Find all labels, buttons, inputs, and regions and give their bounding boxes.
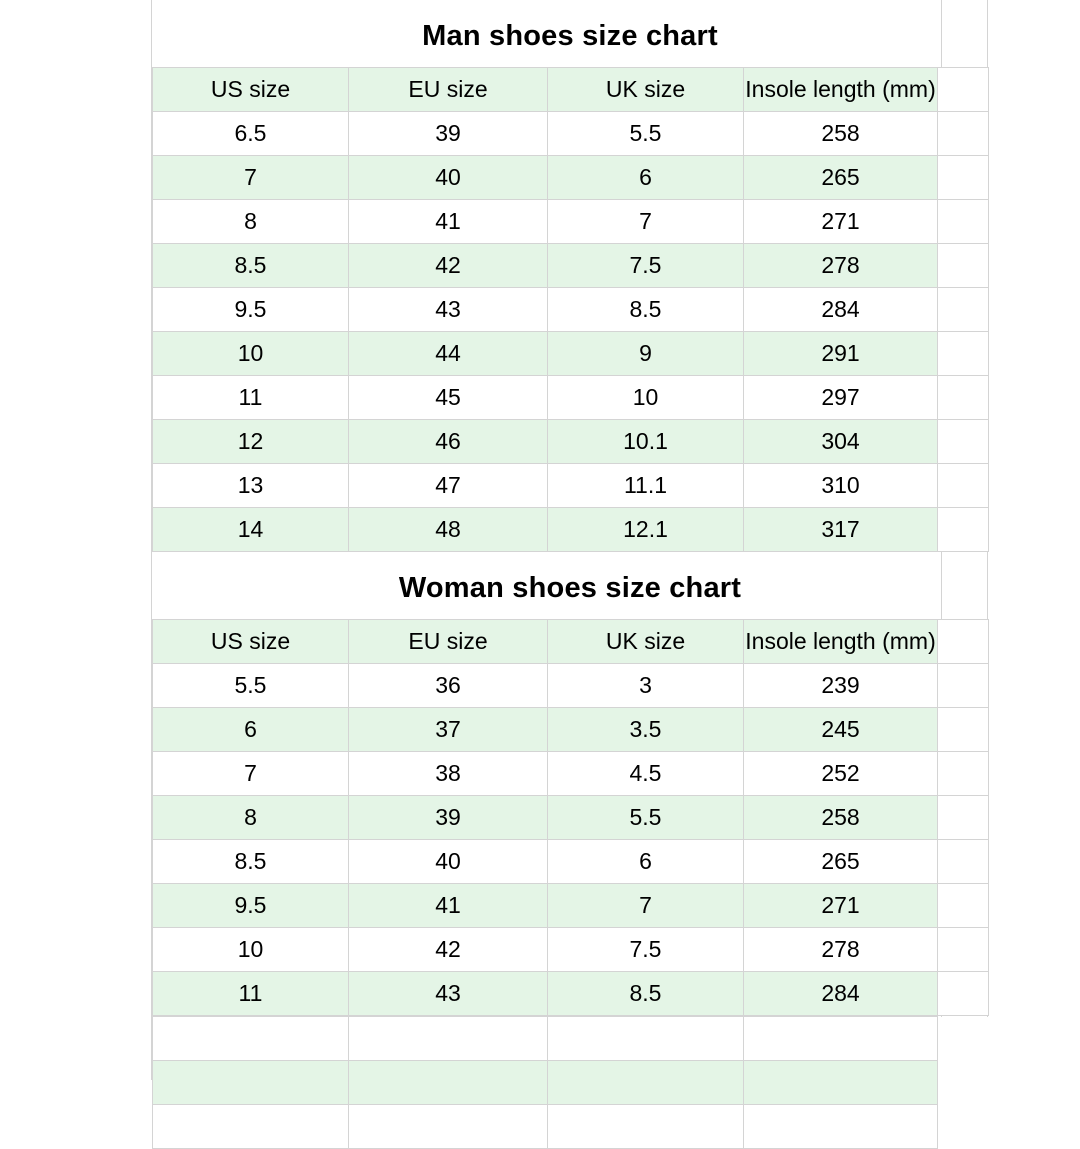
- cell-spacer: [938, 972, 989, 1016]
- cell-eu: 42: [349, 244, 548, 288]
- cell-eu: 41: [349, 884, 548, 928]
- column-header-spacer: [938, 68, 989, 112]
- cell-us: 13: [153, 464, 349, 508]
- cell-us: 10: [153, 928, 349, 972]
- cell-spacer: [938, 708, 989, 752]
- cell-spacer: [938, 840, 989, 884]
- cell-insole: 239: [744, 664, 938, 708]
- cell-eu: 48: [349, 508, 548, 552]
- cell-insole: 278: [744, 244, 938, 288]
- cell-uk: 3: [548, 664, 744, 708]
- cell-spacer: [938, 332, 989, 376]
- cell-insole: 258: [744, 112, 938, 156]
- table-row: [153, 796, 989, 840]
- empty-cell: [153, 1105, 349, 1149]
- cell-us: 8: [153, 796, 349, 840]
- empty-cell: [349, 1017, 548, 1061]
- column-header-eu: EU size: [349, 620, 548, 664]
- cell-eu: 47: [349, 464, 548, 508]
- cell-uk: 6: [548, 840, 744, 884]
- cell-uk: 7: [548, 884, 744, 928]
- empty-cell: [548, 1061, 744, 1105]
- cell-spacer: [938, 112, 989, 156]
- cell-us: 12: [153, 420, 349, 464]
- cell-insole: 278: [744, 928, 938, 972]
- column-header-us: US size: [153, 620, 349, 664]
- cell-eu: 38: [349, 752, 548, 796]
- cell-spacer: [938, 884, 989, 928]
- cell-uk: 7.5: [548, 928, 744, 972]
- column-header-insole: Insole length (mm): [744, 620, 938, 664]
- cell-eu: 39: [349, 112, 548, 156]
- cell-insole: 291: [744, 332, 938, 376]
- table-row: [153, 708, 989, 752]
- cell-eu: 39: [349, 796, 548, 840]
- cell-spacer: [938, 1105, 989, 1149]
- trailing-empty-rows: [152, 1016, 989, 1149]
- column-header-insole: Insole length (mm): [744, 68, 938, 112]
- cell-us: 7: [153, 752, 349, 796]
- empty-cell: [744, 1105, 938, 1149]
- cell-spacer: [938, 288, 989, 332]
- cell-insole: 284: [744, 972, 938, 1016]
- empty-cell: [744, 1017, 938, 1061]
- cell-spacer: [938, 200, 989, 244]
- table-row: [153, 288, 989, 332]
- cell-spacer: [938, 420, 989, 464]
- cell-insole: 304: [744, 420, 938, 464]
- cell-uk: 8.5: [548, 972, 744, 1016]
- man-size-table: [152, 67, 989, 552]
- cell-us: 7: [153, 156, 349, 200]
- cell-us: 9.5: [153, 288, 349, 332]
- cell-spacer: [938, 376, 989, 420]
- empty-cell: [548, 1105, 744, 1149]
- table-row: [153, 840, 989, 884]
- cell-spacer: [938, 752, 989, 796]
- table-row: [153, 156, 989, 200]
- cell-insole: 258: [744, 796, 938, 840]
- cell-spacer: [938, 244, 989, 288]
- cell-us: 5.5: [153, 664, 349, 708]
- column-header-eu: EU size: [349, 68, 548, 112]
- woman-chart-title: Woman shoes size chart: [398, 572, 742, 604]
- table-header-row: [153, 68, 989, 112]
- cell-eu: 44: [349, 332, 548, 376]
- table-row: [153, 972, 989, 1016]
- cell-uk: 11.1: [548, 464, 744, 508]
- cell-uk: 7: [548, 200, 744, 244]
- cell-uk: 7.5: [548, 244, 744, 288]
- empty-row: [153, 1061, 989, 1105]
- table-row: [153, 200, 989, 244]
- cell-us: 8: [153, 200, 349, 244]
- column-header-uk: UK size: [548, 68, 744, 112]
- cell-uk: 10: [548, 376, 744, 420]
- cell-us: 6: [153, 708, 349, 752]
- table-row: [153, 752, 989, 796]
- cell-insole: 271: [744, 884, 938, 928]
- size-charts-container: [152, 0, 988, 1149]
- empty-cell: [744, 1061, 938, 1105]
- cell-eu: 40: [349, 156, 548, 200]
- cell-uk: 5.5: [548, 796, 744, 840]
- cell-uk: 6: [548, 156, 744, 200]
- column-header-spacer: [938, 620, 989, 664]
- cell-us: 11: [153, 376, 349, 420]
- empty-row: [153, 1017, 989, 1061]
- table-row: [153, 376, 989, 420]
- cell-us: 8.5: [153, 244, 349, 288]
- cell-spacer: [938, 508, 989, 552]
- cell-insole: 310: [744, 464, 938, 508]
- table-row: [153, 664, 989, 708]
- cell-eu: 40: [349, 840, 548, 884]
- cell-us: 6.5: [153, 112, 349, 156]
- table-row: [153, 508, 989, 552]
- empty-cell: [153, 1017, 349, 1061]
- table-header-row: [153, 620, 989, 664]
- cell-uk: 10.1: [548, 420, 744, 464]
- cell-eu: 41: [349, 200, 548, 244]
- cell-insole: 317: [744, 508, 938, 552]
- cell-eu: 36: [349, 664, 548, 708]
- cell-insole: 265: [744, 156, 938, 200]
- cell-us: 11: [153, 972, 349, 1016]
- table-row: [153, 244, 989, 288]
- column-header-us: US size: [153, 68, 349, 112]
- table-row: [153, 112, 989, 156]
- cell-spacer: [938, 1017, 989, 1061]
- cell-us: 14: [153, 508, 349, 552]
- cell-eu: 37: [349, 708, 548, 752]
- empty-cell: [153, 1061, 349, 1105]
- empty-cell: [349, 1105, 548, 1149]
- column-header-uk: UK size: [548, 620, 744, 664]
- cell-eu: 43: [349, 288, 548, 332]
- cell-uk: 4.5: [548, 752, 744, 796]
- table-row: [153, 464, 989, 508]
- cell-eu: 46: [349, 420, 548, 464]
- cell-insole: 265: [744, 840, 938, 884]
- cell-spacer: [938, 464, 989, 508]
- cell-uk: 12.1: [548, 508, 744, 552]
- empty-cell: [548, 1017, 744, 1061]
- woman-size-table: [152, 619, 989, 1016]
- empty-row: [153, 1105, 989, 1149]
- cell-insole: 297: [744, 376, 938, 420]
- cell-uk: 9: [548, 332, 744, 376]
- cell-insole: 245: [744, 708, 938, 752]
- cell-uk: 8.5: [548, 288, 744, 332]
- table-row: [153, 420, 989, 464]
- cell-eu: 42: [349, 928, 548, 972]
- cell-us: 10: [153, 332, 349, 376]
- man-chart-title: Man shoes size chart: [422, 20, 718, 52]
- cell-insole: 271: [744, 200, 938, 244]
- table-row: [153, 332, 989, 376]
- empty-cell: [349, 1061, 548, 1105]
- cell-insole: 284: [744, 288, 938, 332]
- cell-spacer: [938, 796, 989, 840]
- cell-eu: 43: [349, 972, 548, 1016]
- cell-insole: 252: [744, 752, 938, 796]
- cell-uk: 3.5: [548, 708, 744, 752]
- table-row: [153, 884, 989, 928]
- cell-spacer: [938, 664, 989, 708]
- cell-spacer: [938, 156, 989, 200]
- table-row: [153, 928, 989, 972]
- cell-us: 8.5: [153, 840, 349, 884]
- cell-spacer: [938, 928, 989, 972]
- cell-uk: 5.5: [548, 112, 744, 156]
- cell-eu: 45: [349, 376, 548, 420]
- cell-us: 9.5: [153, 884, 349, 928]
- cell-spacer: [938, 1061, 989, 1105]
